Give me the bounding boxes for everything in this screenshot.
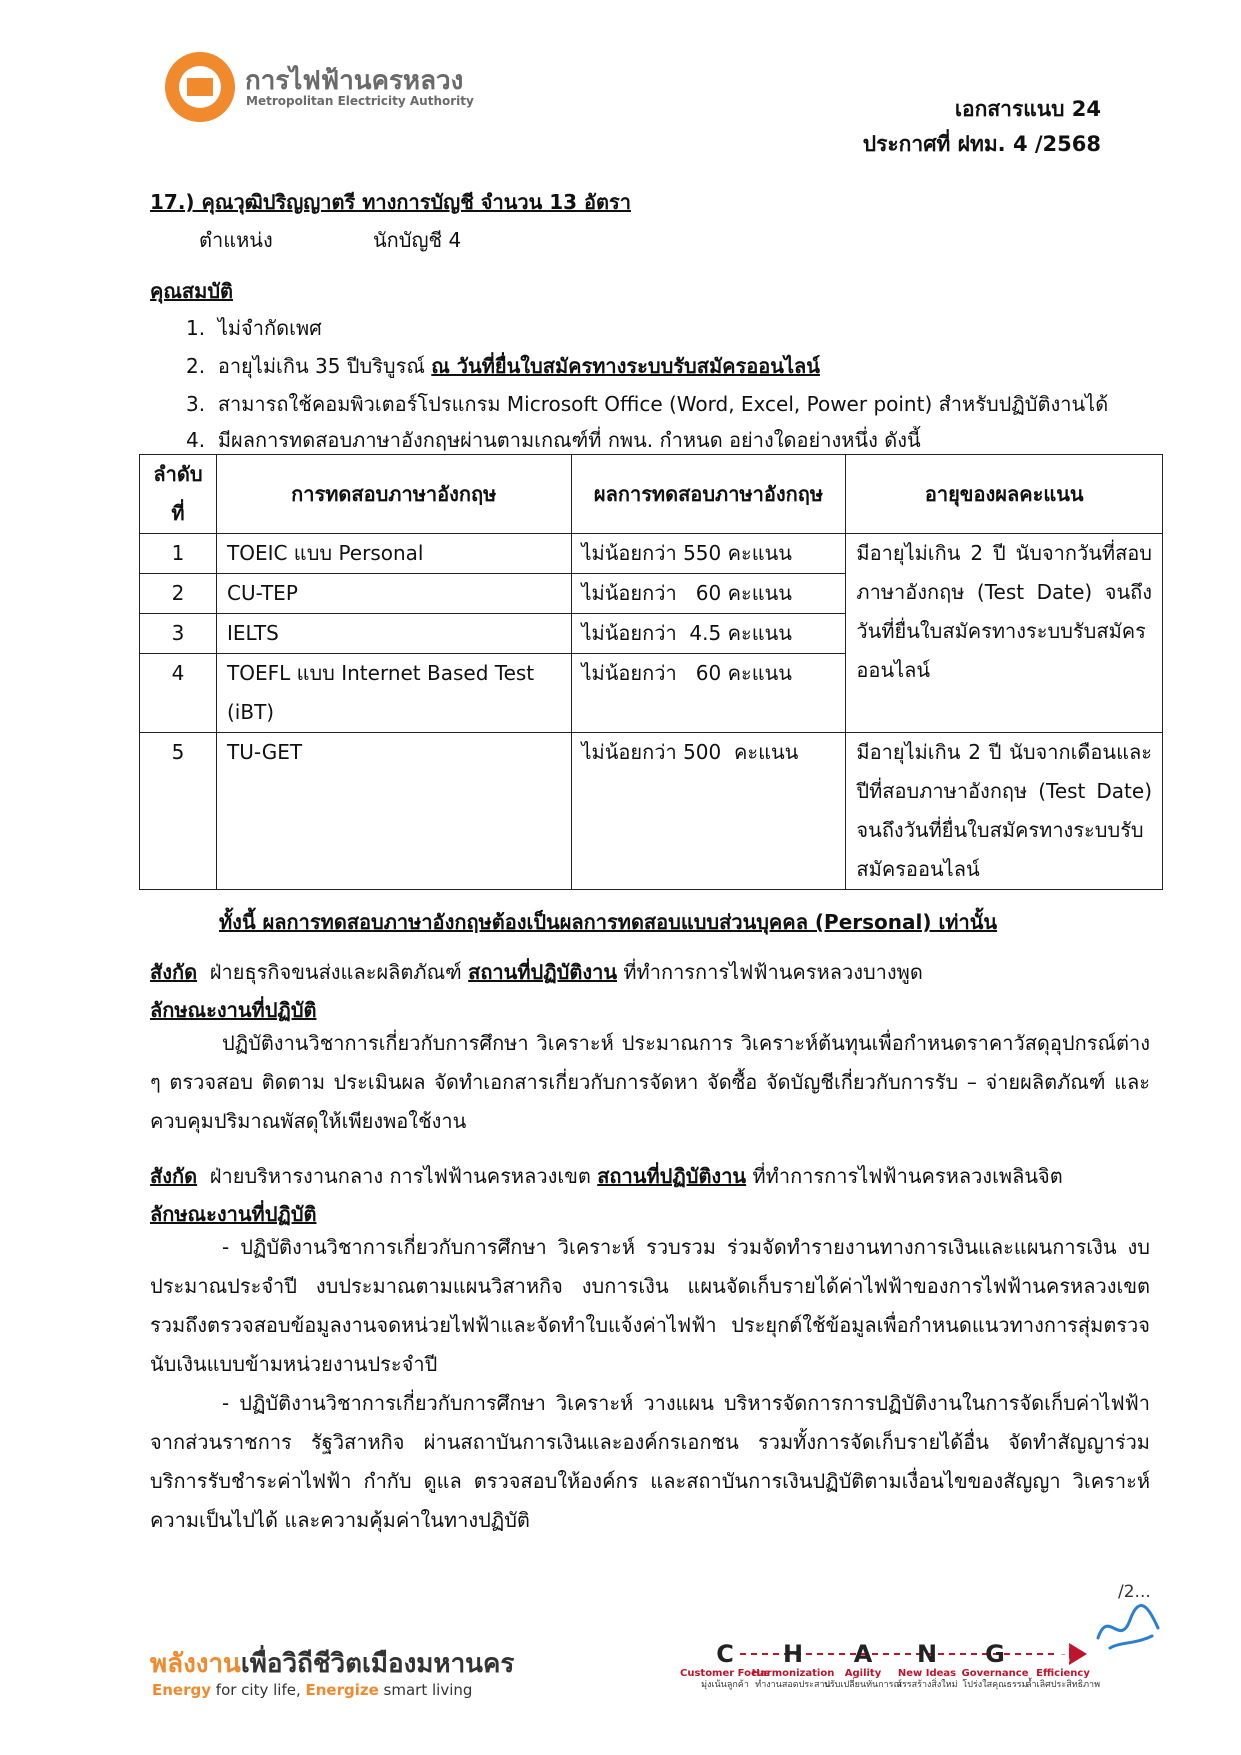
unit2-duty-text-1: - ปฏิบัติงานวิชาการเกี่ยวกับการศึกษา วิเคราะห์ รวบรวม ร่วมจัดทำรายงานทางการเงินและแผนการเงิน งบประมาณประจำปี งบประมาณตามแผนวิสาหกิจ งบการเงิน แผนจัดเก็บรายได้ค่าไฟฟ้าของการไฟฟ้านครหลวงเขต รวมถึงตรวจสอบข้อมูลงานจดหน่วยไฟฟ้าและจัดทำใบแจ้งค่าไฟฟ้า ประยุกต์ใช้ข้อมูลเพื่อกำหนดแนวทางการสุ่มตรวจนับเงินแบบข้ามหน่วยงานประจำปี: [150, 1235, 1150, 1376]
unit2-affiliation: สังกัด ฝ่ายบริหารงานกลาง การไฟฟ้านครหลวงเขต สถานที่ปฏิบัติงาน ที่ทำการการไฟฟ้านครหลวงเพลินจิต: [150, 1164, 1063, 1188]
cell-score: ไม่น้อยกว่า 4.5 คะแนน: [571, 614, 846, 654]
change-values-graphic: [680, 1640, 1110, 1740]
unit1-duty-heading: ลักษณะงานที่ปฏิบัติ: [150, 998, 317, 1022]
col-header-validity: อายุของผลคะแนน: [846, 455, 1163, 534]
cell-test: TOEIC แบบ Personal: [216, 534, 571, 574]
cell-validity: มีอายุไม่เกิน 2 ปี นับจากวันที่สอบภาษาอังกฤษ (Test Date) จนถึงวันที่ยื่นใบสมัครทางระบบรับสมัครออนไลน์: [846, 534, 1163, 733]
change-item-c: C Customer Focus มุ่งเน้นลูกค้า: [680, 1640, 770, 1690]
change-item-e: E Efficiency ล้ำเลิศประสิทธิภาพ: [1025, 1640, 1101, 1690]
col-header-test: การทดสอบภาษาอังกฤษ: [216, 455, 571, 534]
cell-score: ไม่น้อยกว่า 60 คะแนน: [571, 654, 846, 733]
document-reference: เอกสารแนบ 24: [954, 97, 1101, 121]
mea-logo-icon: [165, 52, 235, 122]
cell-score: ไม่น้อยกว่า 60 คะแนน: [571, 574, 846, 614]
table-row: [140, 733, 1163, 890]
cell-score: ไม่น้อยกว่า 550 คะแนน: [571, 534, 846, 574]
org-name-en: Metropolitan Electricity Authority: [246, 94, 474, 108]
cell-test: CU-TEP: [216, 574, 571, 614]
cell-validity: มีอายุไม่เกิน 2 ปี นับจากเดือนและปีที่สอบภาษาอังกฤษ (Test Date) จนถึงวันที่ยื่นใบสมัครทางระบบรับสมัครออนไลน์: [846, 733, 1163, 890]
footer-slogan-th: พลังงานเพื่อวิถีชีวิตเมืองมหานคร: [150, 1649, 515, 1679]
english-test-table: [139, 454, 1163, 890]
cell-no: 2: [140, 574, 217, 614]
change-item-n: N New Ideas สรรสร้างสิ่งใหม่: [896, 1640, 958, 1690]
cell-test: TOEFL แบบ Internet Based Test (iBT): [216, 654, 571, 733]
position-title-value: นักบัญชี 4: [373, 228, 462, 252]
cell-no: 5: [140, 733, 217, 890]
org-name-th: การไฟฟ้านครหลวง: [245, 66, 464, 96]
position-title-label: ตำแหน่ง: [199, 228, 273, 252]
cell-no: 4: [140, 654, 217, 733]
col-header-score: ผลการทดสอบภาษาอังกฤษ: [571, 455, 846, 534]
qualification-item: 3. สามารถใช้คอมพิวเตอร์โปรแกรม Microsoft Office (Word, Excel, Power point) สำหรับปฏิบัติงานได้: [186, 392, 1109, 416]
cell-test: TU-GET: [216, 733, 571, 890]
table-row: [140, 534, 1163, 574]
cell-score: ไม่น้อยกว่า 500 คะแนน: [571, 733, 846, 890]
announcement-number: ประกาศที่ ฝทม. 4 /2568: [862, 132, 1101, 156]
qualification-item: 4. มีผลการทดสอบภาษาอังกฤษผ่านตามเกณฑ์ที่ กพน. กำหนด อย่างใดอย่างหนึ่ง ดังนี้: [186, 428, 921, 452]
qualifications-heading: คุณสมบัติ: [150, 279, 234, 303]
change-item-a: A Agility ปรับเปลี่ยนทันการณ์: [824, 1640, 902, 1690]
table-note: ทั้งนี้ ผลการทดสอบภาษาอังกฤษต้องเป็นผลการทดสอบแบบส่วนบุคคล (Personal) เท่านั้น: [219, 910, 998, 934]
unit2-duty-heading: ลักษณะงานที่ปฏิบัติ: [150, 1202, 317, 1226]
unit1-duty-text: ปฏิบัติงานวิชาการเกี่ยวกับการศึกษา วิเคราะห์ ประมาณการ วิเคราะห์ต้นทุนเพื่อกำหนดราคาวัสดุอุปกรณ์ต่าง ๆ ตรวจสอบ ติดตาม ประเมินผล จัดทำเอกสารเกี่ยวกับการจัดหา จัดซื้อ จัดบัญชีเกี่ยวกับการรับ – จ่ายผลิตภัณฑ์ และควบคุมปริมาณพัสดุให้เพียงพอใช้งาน: [150, 1031, 1150, 1133]
qualification-item: 1. ไม่จำกัดเพศ: [186, 316, 322, 340]
table-header-row: [140, 455, 1163, 534]
position-heading: 17.) คุณวุฒิปริญญาตรี ทางการบัญชี จำนวน 13 อัตรา: [150, 190, 631, 214]
cell-no: 1: [140, 534, 217, 574]
cell-no: 3: [140, 614, 217, 654]
footer-slogan-en: Energy for city life, Energize smart living: [152, 1681, 473, 1699]
unit1-affiliation: สังกัด ฝ่ายธุรกิจขนส่งและผลิตภัณฑ์ สถานที่ปฏิบัติงาน ที่ทำการการไฟฟ้านครหลวงบางพูด: [150, 960, 923, 984]
qualification-item: 2. อายุไม่เกิน 35 ปีบริบูรณ์ ณ วันที่ยื่นใบสมัครทางระบบรับสมัครออนไลน์: [186, 354, 820, 378]
unit2-duty-text-2: - ปฏิบัติงานวิชาการเกี่ยวกับการศึกษา วิเคราะห์ วางแผน บริหารจัดการการปฏิบัติงานในการจัดเก็บค่าไฟฟ้าจากส่วนราชการ รัฐวิสาหกิจ ผ่านสถาบันการเงินและองค์กรเอกชน รวมทั้งการจัดเก็บรายได้อื่น จัดทำสัญญาร่วมบริการรับชำระค่าไฟฟ้า กำกับ ดูแล ตรวจสอบให้องค์กร และสถาบันการเงินปฏิบัติตามเงื่อนไขของสัญญา วิเคราะห์ความเป็นไปได้ และความคุ้มค่าในทางปฏิบัติ: [150, 1391, 1150, 1532]
cell-test: IELTS: [216, 614, 571, 654]
change-item-g: G Governance โปร่งใสคุณธรรม: [961, 1640, 1029, 1690]
change-item-h: H Harmonization ทำงานสอดประสาน: [751, 1640, 835, 1690]
page-continuation-mark: /2...: [1118, 1582, 1151, 1602]
col-header-no: ลำดับที่: [140, 455, 217, 534]
